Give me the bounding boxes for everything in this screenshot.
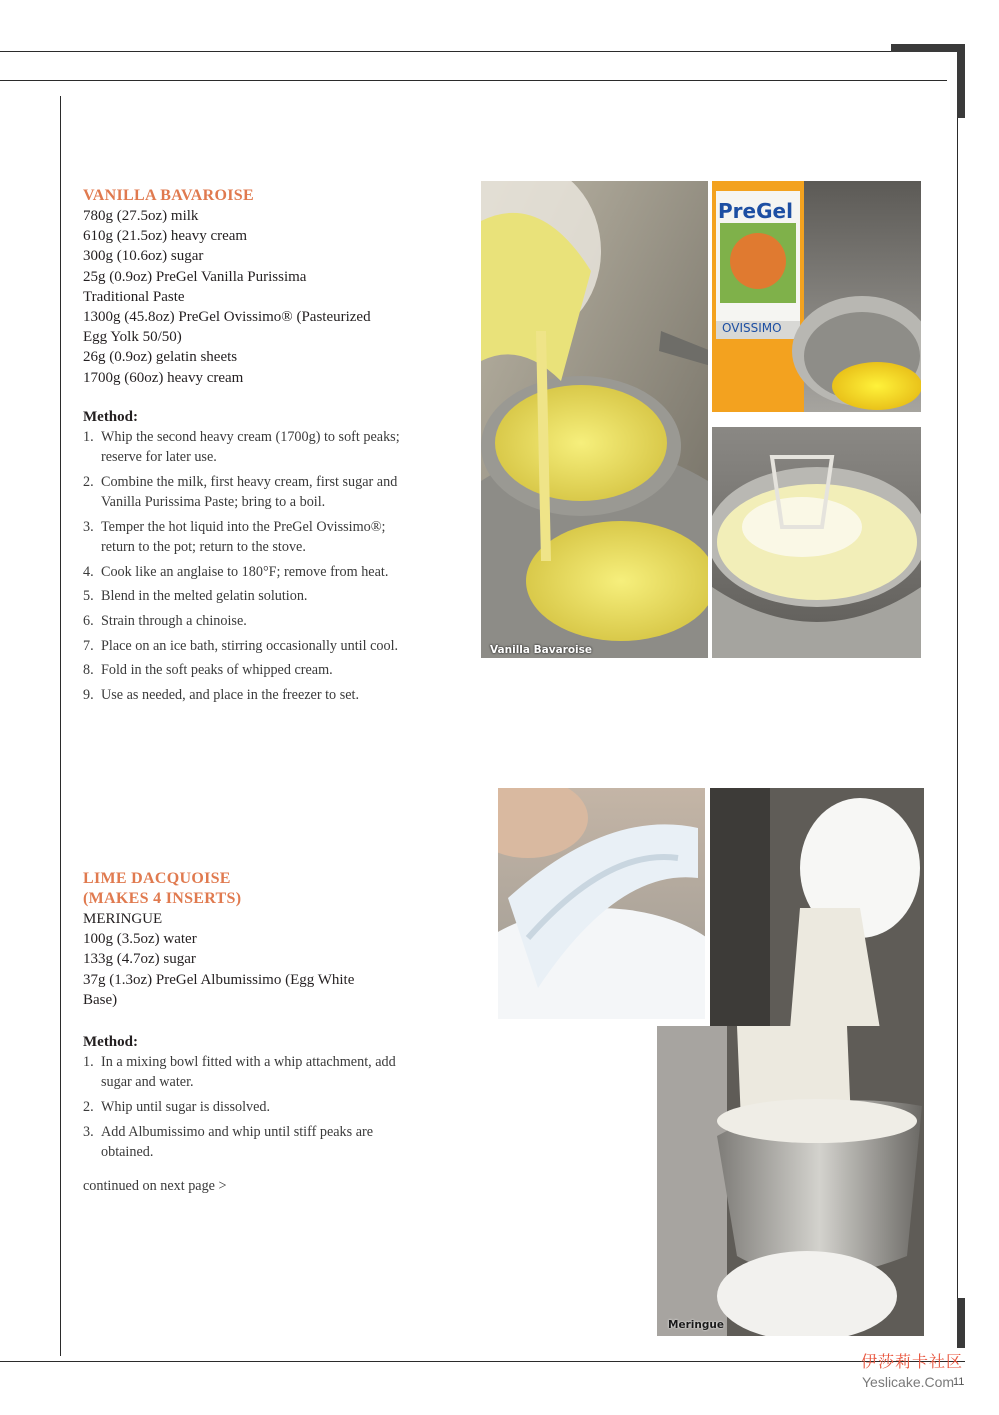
method-step: 2. Combine the milk, first heavy cream, first sugar and Vanilla Purissima Paste; bring to a boil. xyxy=(83,473,398,510)
vanilla-photo-caption: Vanilla Bavaroise xyxy=(490,644,593,656)
photo-straining-custard xyxy=(481,181,708,658)
method-step: 8. Fold in the soft peaks of whipped cream. xyxy=(83,662,333,679)
photo-adding-albumissimo xyxy=(710,788,924,1029)
watermark-chinese: 伊莎莉卡社区 xyxy=(861,1352,964,1371)
continued-note: continued on next page > xyxy=(83,1178,227,1195)
jar-label-text: OVISSIMO xyxy=(722,321,782,335)
method-step: 3. Temper the hot liquid into the PreGel Ovissimo®; return to the pot; return to the stove. xyxy=(83,518,386,555)
right-edge-tab-top xyxy=(957,44,965,118)
meringue-photo-caption: Meringue xyxy=(668,1319,724,1331)
ingredient-line: Traditional Paste xyxy=(83,288,185,305)
method-step: 4. Cook like an anglaise to 180°F; remove from heat. xyxy=(83,563,389,580)
jar-brand-text: PreGel xyxy=(718,199,793,223)
photo-meringue-whisk xyxy=(498,788,705,1019)
ingredient-line: Egg Yolk 50/50) xyxy=(83,329,182,346)
lime-yield: (MAKES 4 INSERTS) xyxy=(83,890,242,907)
vanilla-steps xyxy=(83,427,413,705)
photo-mixer-bowl xyxy=(657,1026,924,1336)
vanilla-ingredients xyxy=(83,206,413,388)
method-step: 7. Place on an ice bath, stirring occasionally until cool. xyxy=(83,637,399,654)
lime-ingredients xyxy=(83,909,413,1010)
ingredient-line: 25g (0.9oz) PreGel Vanilla Purissima xyxy=(83,268,307,285)
photo-whipped-cream-bowl xyxy=(712,427,921,658)
ingredient-line: 1700g (60oz) heavy cream xyxy=(83,369,244,386)
method-step: 1. Whip the second heavy cream (1700g) to soft peaks; reserve for later use. xyxy=(83,428,400,466)
bottom-rule xyxy=(0,1361,965,1362)
method-step: 5. Blend in the melted gelatin solution. xyxy=(83,588,308,605)
ingredient-line: Base) xyxy=(83,991,118,1008)
ingredient-line: 26g (0.9oz) gelatin sheets xyxy=(83,349,238,366)
right-frame-rule xyxy=(957,118,958,1298)
ingredient-line: 133g (4.7oz) sugar xyxy=(83,951,196,968)
left-margin-rule xyxy=(60,96,61,1356)
vanilla-title: VANILLA BAVAROISE xyxy=(83,187,254,204)
lime-title: LIME DACQUOISE xyxy=(83,870,231,887)
method-step: 2. Whip until sugar is dissolved. xyxy=(83,1098,271,1115)
page-number: 11 xyxy=(953,1376,965,1388)
ingredient-line: 780g (27.5oz) milk xyxy=(83,208,199,224)
top-corner-tab xyxy=(891,44,965,52)
meringue-subtitle: MERINGUE xyxy=(83,911,163,927)
lime-steps xyxy=(83,1052,413,1162)
method-step: 9. Use as needed, and place in the freezer to set. xyxy=(83,687,360,704)
ingredient-line: 610g (21.5oz) heavy cream xyxy=(83,228,248,245)
method-step: 6. Strain through a chinoise. xyxy=(83,612,247,629)
vanilla-method-title: Method: xyxy=(83,408,138,425)
right-edge-tab-bottom xyxy=(957,1298,965,1348)
lime-recipe xyxy=(83,869,413,1196)
lime-method-title: Method: xyxy=(83,1034,138,1051)
ingredient-line: 37g (1.3oz) PreGel Albumissimo (Egg White xyxy=(83,971,355,988)
ingredient-line: 100g (3.5oz) water xyxy=(83,931,197,948)
ingredient-line: 300g (10.6oz) sugar xyxy=(83,248,204,265)
vanilla-recipe xyxy=(83,186,413,710)
top-rule-lower xyxy=(0,80,947,81)
ingredient-line: 1300g (45.8oz) PreGel Ovissimo® (Pasteurized xyxy=(83,309,371,326)
method-step: 1. In a mixing bowl fitted with a whip attachment, add sugar and water. xyxy=(83,1054,396,1091)
watermark-english: Yeslicake.Com xyxy=(862,1374,955,1390)
top-rule-upper xyxy=(0,51,965,52)
method-step: 3. Add Albumissimo and whip until stiff peaks are obtained. xyxy=(83,1123,374,1160)
photo-ovissimo-jar xyxy=(712,181,921,412)
